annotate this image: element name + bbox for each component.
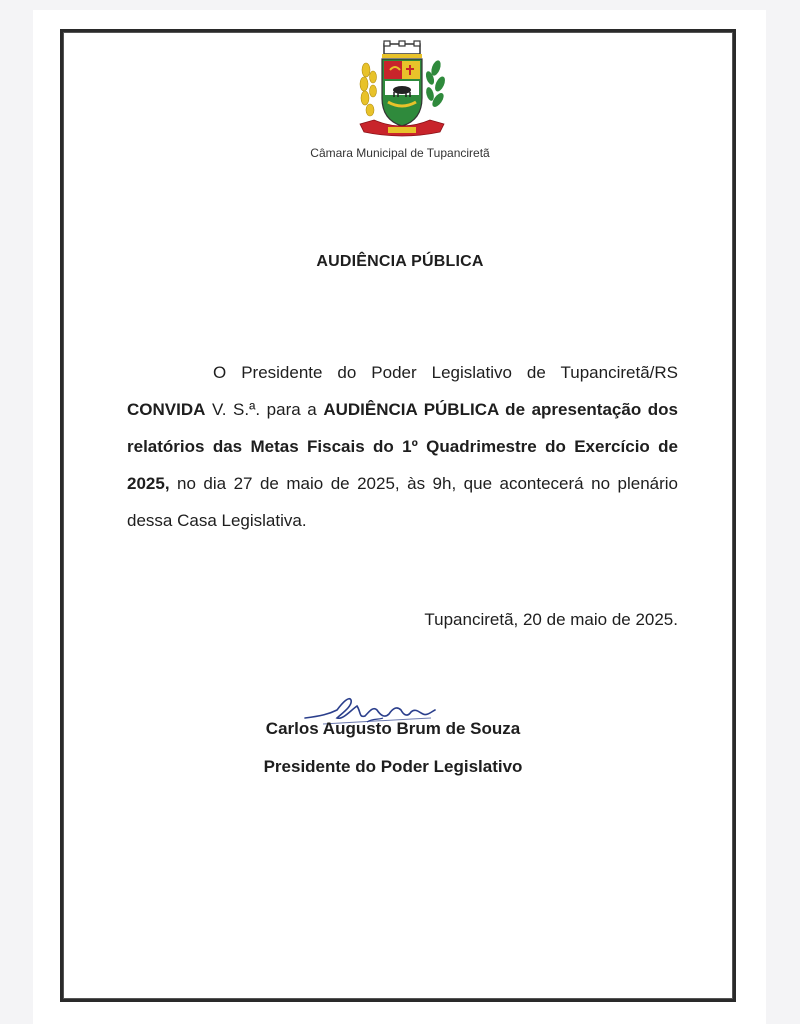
institution-name: Câmara Municipal de Tupanciretã [310, 146, 490, 160]
date-line: Tupanciretã, 20 de maio de 2025. [424, 610, 678, 629]
municipal-coat-of-arms-icon [352, 40, 452, 140]
signer-name: Carlos Augusto Brum de Souza [265, 719, 521, 738]
body-text-2: V. S.ª. para a [205, 400, 324, 419]
body-text-1: O Presidente do Poder Legislativo de Tupanciretã/RS [213, 363, 678, 382]
body-bold-2: AUDIÊNCIA PÚBLICA de apresentação dos relatórios das Metas Fiscais do 1º Quadrimestre do Exercício de 2025, [127, 400, 678, 493]
document-title: AUDIÊNCIA PÚBLICA [316, 253, 484, 270]
body-text-3: no dia 27 de maio de 2025, às 9h, que acontecerá no plenário dessa Casa Legislativa. [127, 474, 678, 530]
body-bold-1: CONVIDA [127, 400, 206, 419]
invitation-paragraph [127, 354, 678, 539]
signer-role: Presidente do Poder Legislativo [263, 757, 523, 776]
